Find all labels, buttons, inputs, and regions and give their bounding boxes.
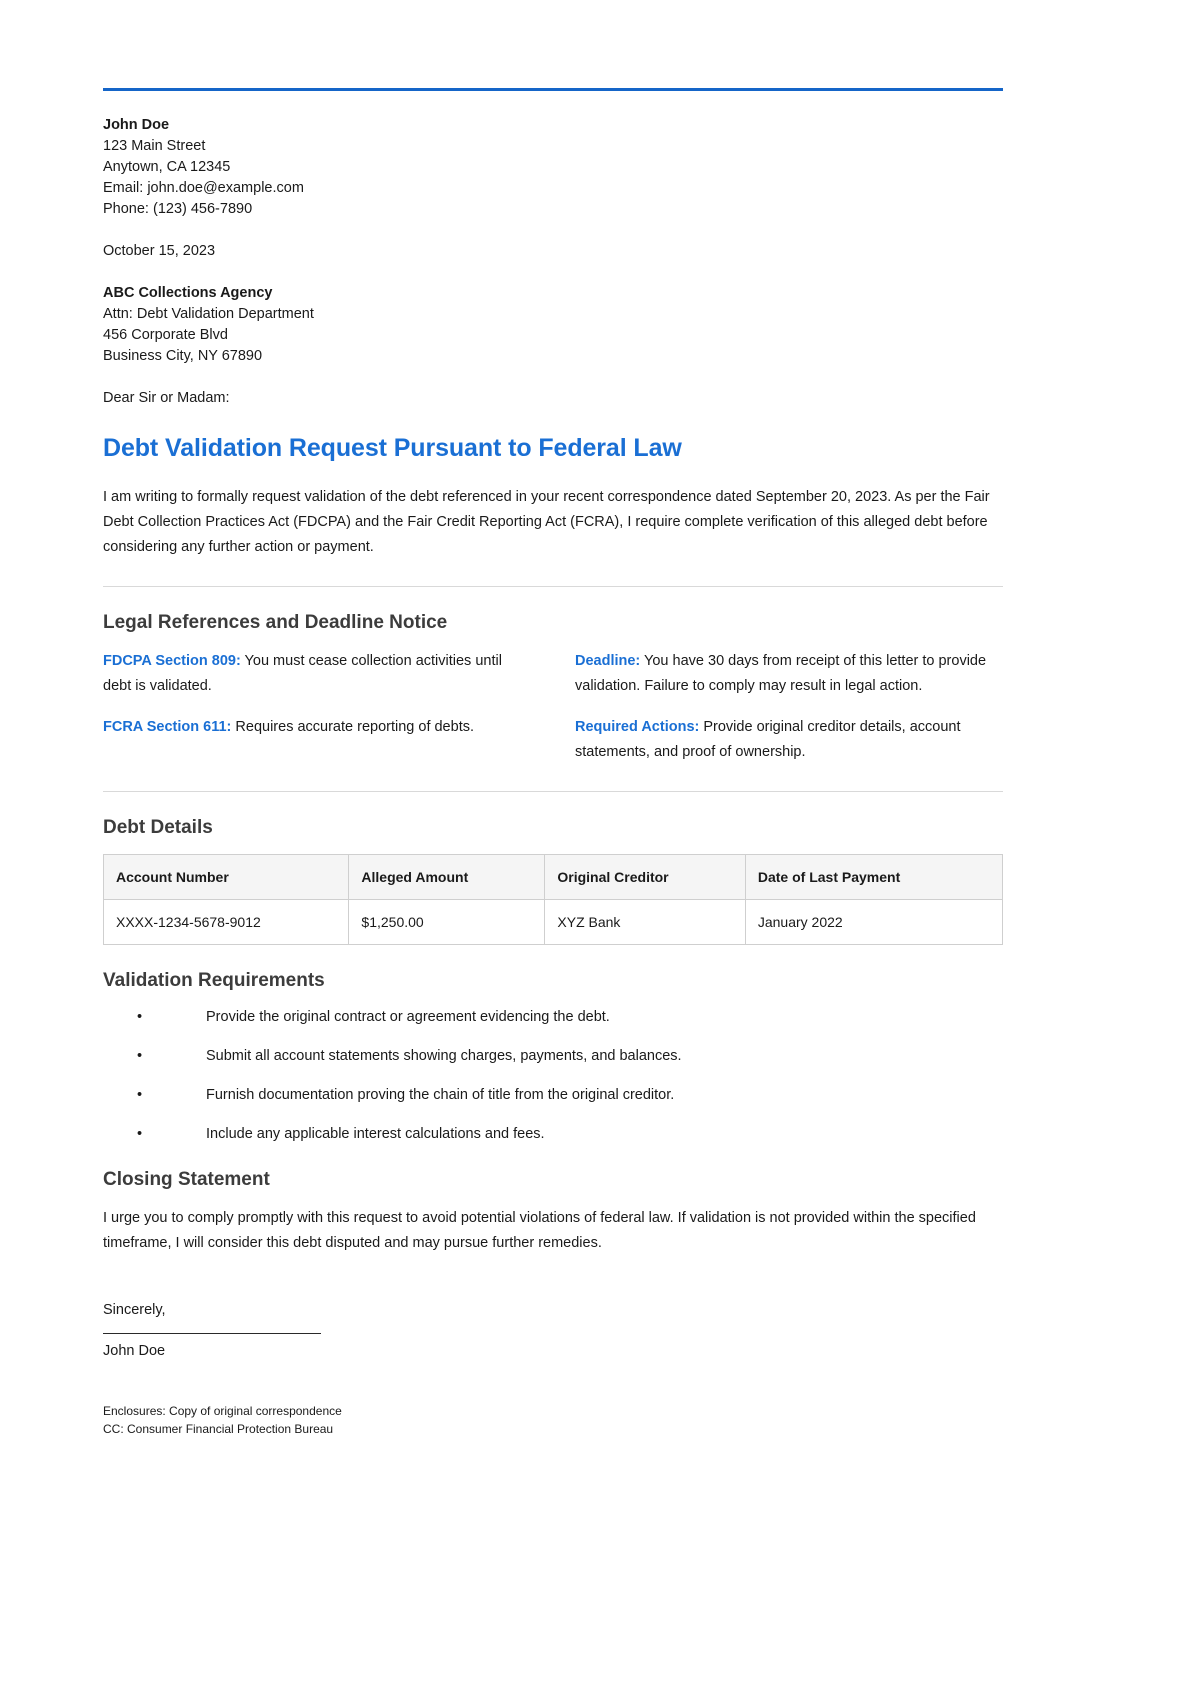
section-divider [103,791,1003,792]
sender-street: 123 Main Street [103,138,206,154]
debt-details-table [103,854,1003,945]
legal-two-column [103,649,1003,765]
column-header-alleged-amount: Alleged Amount [349,855,545,900]
cell-alleged-amount: $1,250.00 [349,900,545,945]
legal-text-deadline: You have 30 days from receipt of this letter to provide validation. Failure to comply may result in legal action. [575,653,987,694]
list-item [103,1007,1002,1027]
legal-label-fcra: FCRA Section 611: [103,719,232,735]
page-title: Debt Validation Request Pursuant to Federal Law [103,434,682,462]
salutation: Dear Sir or Madam: [103,390,230,406]
legal-item-required-actions [575,715,1003,765]
table-head [104,855,1003,900]
recipient-company: ABC Collections Agency [103,285,273,301]
footer-cc: CC: Consumer Financial Protection Bureau [103,1422,334,1436]
closing-statement-heading: Closing Statement [103,1169,270,1190]
sender-phone: Phone: (123) 456-7890 [103,201,253,217]
sender-address-block [103,115,1002,220]
legal-section-heading: Legal References and Deadline Notice [103,612,448,633]
legal-label-deadline: Deadline: [575,653,641,669]
legal-label-required-actions: Required Actions: [575,719,700,735]
sender-name: John Doe [103,117,170,133]
signature-sincerely: Sincerely, [103,1302,166,1318]
list-item-label: Include any applicable interest calculations and fees. [206,1126,545,1142]
legal-label-fdcpa: FDCPA Section 809: [103,653,241,669]
legal-text-fcra: Requires accurate reporting of debts. [231,719,474,735]
recipient-address-block [103,283,1002,367]
legal-text-fdcpa: You must cease collection activities until debt is validated. [103,653,502,694]
intro-paragraph: I am writing to formally request validation of the debt referenced in your recent correspondence dated September 20, 2023. As per the Fair Debt Collection Practices Act (FDCPA) and the Fair Credit Reporting Act (FCRA), I require complete verification of this alleged debt before considering any further action or payment. [103,489,990,555]
cell-date-of-last-payment: January 2022 [745,900,1002,945]
bullet-icon: • [137,1048,143,1064]
recipient-attn: Attn: Debt Validation Department [103,306,314,322]
list-item [103,1046,1002,1066]
list-item-label: Furnish documentation proving the chain of title from the original creditor. [206,1087,675,1103]
column-header-account-number: Account Number [104,855,349,900]
list-item [103,1085,1002,1105]
spacer [103,220,1002,241]
table-row [104,900,1003,945]
signature-name: John Doe [103,1343,166,1359]
footer-enclosures: Enclosures: Copy of original correspondence [103,1404,342,1418]
table-body [104,900,1003,945]
letter-date: October 15, 2023 [103,243,216,259]
list-item-label: Submit all account statements showing charges, payments, and balances. [206,1048,682,1064]
footer-block [103,1402,1002,1438]
legal-item-deadline [575,649,1003,699]
legal-item-fdcpa [103,649,531,699]
legal-left-column [103,649,531,765]
header-rule [103,88,1003,91]
list-item [103,1124,1002,1144]
validation-requirements-heading: Validation Requirements [103,970,325,991]
cell-original-creditor: XYZ Bank [545,900,745,945]
validation-requirements-list [103,1007,1002,1144]
cell-account-number: XXXX-1234-5678-9012 [104,900,349,945]
closing-statement-paragraph: I urge you to comply promptly with this request to avoid potential violations of federal law. If validation is not provided within the specified timeframe, I will consider this debt disputed and may pursue further remedies. [103,1210,976,1251]
section-divider [103,586,1003,587]
recipient-street: 456 Corporate Blvd [103,327,228,343]
legal-text-required-actions: Provide original creditor details, account statements, and proof of ownership. [575,719,961,760]
bullet-icon: • [137,1009,143,1025]
legal-item-fcra [103,715,531,740]
sender-email: Email: john.doe@example.com [103,180,304,196]
sender-city-state-zip: Anytown, CA 12345 [103,159,231,175]
spacer [103,367,1002,388]
spacer [103,262,1002,283]
column-header-original-creditor: Original Creditor [545,855,745,900]
signature-line [103,1333,321,1334]
debt-details-heading: Debt Details [103,817,213,838]
recipient-city-state-zip: Business City, NY 67890 [103,348,263,364]
column-header-date-of-last-payment: Date of Last Payment [745,855,1002,900]
bullet-icon: • [137,1126,143,1142]
table-header-row [104,855,1003,900]
signature-block [103,1300,1002,1362]
bullet-icon: • [137,1087,143,1103]
legal-right-column [575,649,1003,765]
list-item-label: Provide the original contract or agreement evidencing the debt. [206,1009,610,1025]
